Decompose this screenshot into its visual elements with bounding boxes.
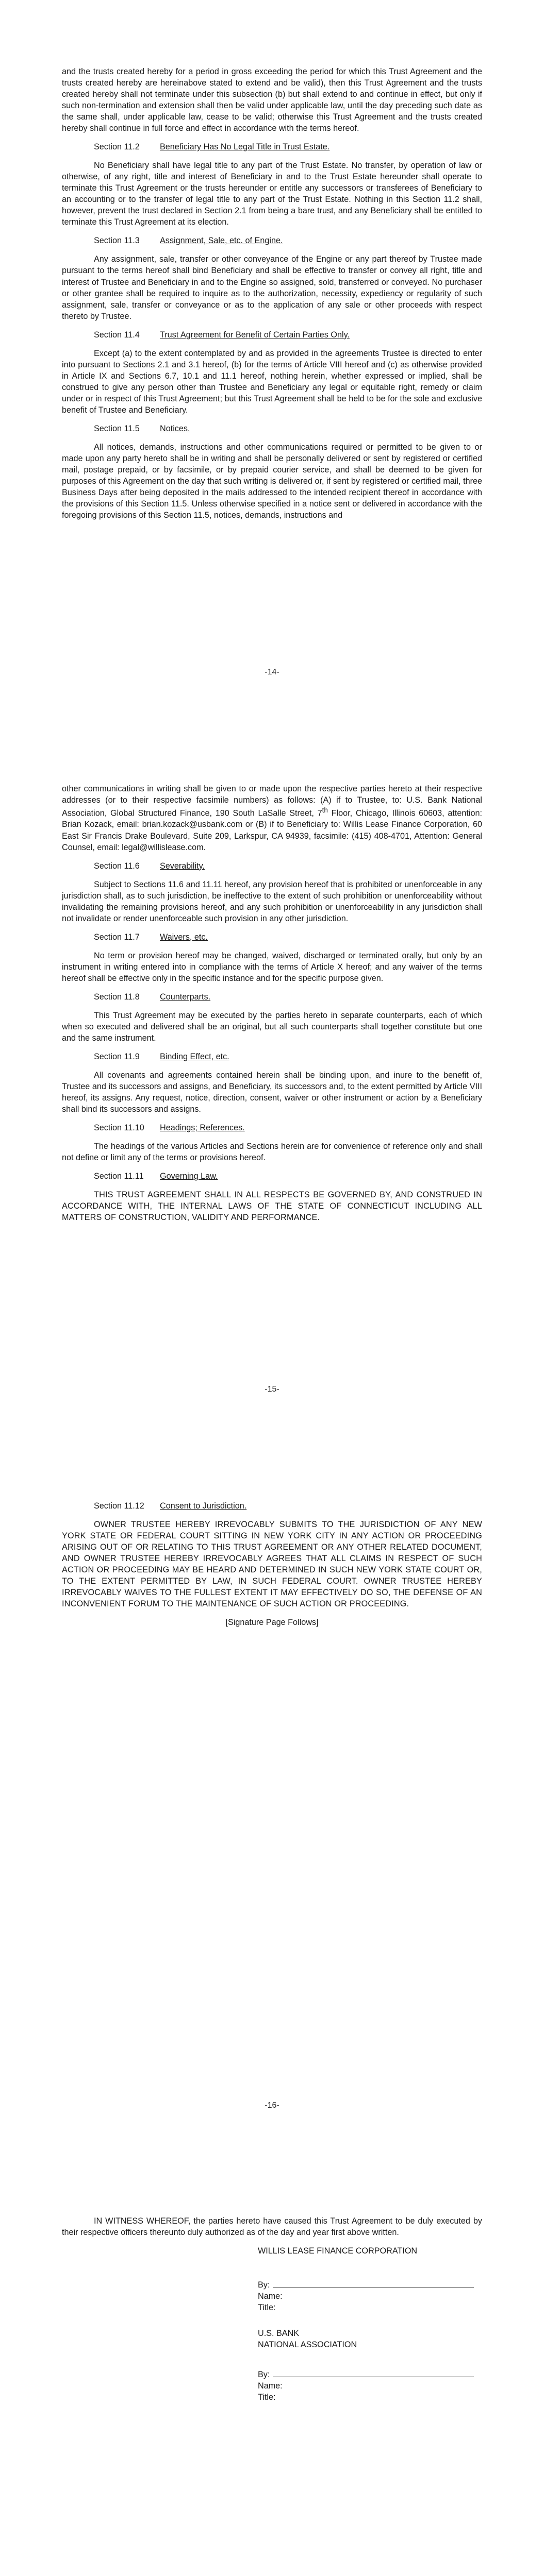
title-label: Title: [258, 2303, 276, 2313]
section-number: Section 11.5 [94, 423, 140, 433]
section-body-11-5: All notices, demands, instructions and other communications required or permitted to be given to or made upon any party hereto shall be in writing and shall be personally delivered or sent by registered or certified mail, postage prepaid, or by facsimile, or by prepaid courier service, and shall be deemed to be given for purposes of this Agreement on the day that such writing is delivered or, if sent by registered or certified mail, three Business Days after being deposited in the mails addressed to the intended recipient thereof in accordance with the provisions of this Section 11.5. Unless otherwise specified in a notice sent or delivered in accordance with the foregoing provisions of this Section 11.5, notices, demands, instructions and [62, 442, 482, 520]
section-body-11-10: The headings of the various Articles and Sections herein are for convenience of reference only and shall not define or limit any of the terms or provisions hereof. [62, 1142, 482, 1163]
section-title: Consent to Jurisdiction. [160, 1501, 247, 1511]
signature-block-usbank [258, 2328, 482, 2403]
name-label: Name: [258, 2292, 283, 2301]
signature-line[interactable] [273, 2280, 474, 2287]
section-title: Governing Law. [160, 1172, 218, 1181]
section-number: Section 11.3 [94, 236, 140, 246]
name-label: Name: [258, 2381, 283, 2391]
by-line [258, 2279, 482, 2291]
carryover-paragraph: and the trusts created hereby for a period in gross exceeding the period for which this Trust Agreement and the trusts created hereby are hereinabove stated to extend and be valid), then this Trust Agreement and the trusts created hereby shall not terminate under this subsection (b) but shall extend to and continue in effect, but only if such non-termination and extension shall then be valid under applicable law, until the day preceding such date as the same shall, under applicable law, cease to be valid; otherwise this Trust Agreement and the trusts created hereby shall continue in full force and effect in accordance with the terms hereof. [62, 67, 482, 133]
section-number: Section 11.8 [94, 992, 140, 1002]
section-title: Trust Agreement for Benefit of Certain Parties Only. [160, 330, 350, 340]
page-17 [0, 2215, 544, 2403]
section-title: Binding Effect, etc. [160, 1052, 229, 1061]
section-number: Section 11.6 [94, 861, 140, 871]
section-body-11-8: This Trust Agreement may be executed by the parties hereto in separate counterparts, each of which when so executed and delivered shall be an original, but all such counterparts shall together constitute but one and the same instrument. [62, 1010, 482, 1043]
page-number: -16- [265, 2101, 279, 2110]
signature-block-willis [258, 2245, 482, 2313]
title-label: Title: [258, 2393, 276, 2402]
section-title: Waivers, etc. [160, 932, 208, 942]
section-number: Section 11.9 [94, 1052, 140, 1061]
section-body-11-9: All covenants and agreements contained herein shall be binding upon, and inure to the benefit of, Trustee and its successors and assigns, and Beneficiary, its successors and, to the extent permitted by Article VIII hereof, its assigns. Any request, notice, direction, consent, waiver or other instrument or action by a Beneficiary shall bind its successors and assigns. [62, 1071, 482, 1114]
section-title: Notices. [160, 423, 190, 433]
section-body-11-12: OWNER TRUSTEE HEREBY IRREVOCABLY SUBMITS TO THE JURISDICTION OF ANY NEW YORK STATE OR FEDERAL COURT SITTING IN NEW YORK CITY IN ANY ACTION OR PROCEEDING ARISING OUT OF OR RELATING TO THIS TRUST AGREEMENT OR ANY OTHER RELATED DOCUMENT, AND OWNER TRUSTEE HEREBY IRREVOCABLY AGREES THAT ALL CLAIMS IN RESPECT OF SUCH ACTION OR PROCEEDING MAY BE HEARD AND DETERMINED IN SUCH NEW YORK STATE COURT OR, TO THE EXTENT PERMITTED BY LAW, IN SUCH FEDERAL COURT. OWNER TRUSTEE HEREBY IRREVOCABLY WAIVES TO THE FULLEST EXTENT IT MAY EFFECTIVELY DO SO, THE DEFENSE OF AN INCONVENIENT FORUM TO THE MAINTENANCE OF SUCH ACTION OR PROCEEDING. [62, 1520, 482, 1609]
by-label: By: [258, 2370, 270, 2380]
section-heading-11-4 [94, 329, 482, 341]
page-number: -15- [265, 1385, 279, 1394]
section-body-11-2: No Beneficiary shall have legal title to any part of the Trust Estate. No transfer, by operation of law or otherwise, of any right, title and interest of Beneficiary in and to the Trust Estate hereunder shall operate to terminate this Trust Agreement or the trusts hereunder or entitle any successors or transferees of Beneficiary to an accounting or to the transfer of legal title to any part of the Trust Estate. Nothing in this Section 11.2 shall, however, prevent the trust declared in Section 2.1 from being a bare trust, and any Beneficiary shall be entitled to terminate this Trust Agreement at its election. [62, 161, 482, 227]
party-name-line-1: U.S. BANK [258, 2329, 300, 2338]
section-title: Counterparts. [160, 992, 211, 1002]
section-heading-11-6 [94, 860, 482, 872]
section-number: Section 11.4 [94, 330, 140, 340]
page-number: -14- [265, 668, 279, 676]
section-heading-11-10 [94, 1122, 482, 1133]
section-title: Severability. [160, 861, 205, 871]
signature-line[interactable] [273, 2369, 474, 2377]
section-number: Section 11.12 [94, 1501, 144, 1511]
section-heading-11-8 [94, 991, 482, 1003]
section-heading-11-5 [94, 423, 482, 434]
section-heading-11-9 [94, 1051, 482, 1062]
section-title: Assignment, Sale, etc. of Engine. [160, 236, 283, 246]
party-name-line-2: NATIONAL ASSOCIATION [258, 2340, 357, 2350]
section-heading-11-2 [94, 141, 482, 152]
witness-paragraph: IN WITNESS WHEREOF, the parties hereto have caused this Trust Agreement to be duly executed by their respective officers thereunto duly authorized as of the day and year first above written. [62, 2216, 482, 2238]
section-number: Section 11.10 [94, 1123, 144, 1133]
section-heading-11-7 [94, 931, 482, 943]
section-body-11-4: Except (a) to the extent contemplated by and as provided in the agreements Trustee is directed to enter into pursuant to Sections 2.1 and 3.1 hereof, (b) for the terms of Article VIII hereof and (c) as otherwise provided in Article IX and Sections 6.7, 10.1 and 11.1 hereof, nothing herein, whether expressed or implied, shall be construed to give any person other than Trustee and Beneficiary any legal or equitable right, remedy or claim under or in respect of this Trust Agreement; but this Trust Agreement shall be held to be for the sole and exclusive benefit of Trustee and Beneficiary. [62, 348, 482, 415]
ordinal-suffix: th [322, 806, 328, 815]
carryover-text: Floor, Chicago, Illinois 60603, attention: Brian Kozack, email: brian.kozack@usbank.com or (B) if to Beneficiary to: Willis Lease Finance Corporation, 60 East Sir Francis Drake Boulevard, Suite 209, Larkspur, CA 94939, facsimile: (415) 408-4701, Attention: General Counsel, email: legal@willislease.com. [62, 808, 482, 852]
section-number: Section 11.11 [94, 1172, 144, 1181]
by-line [258, 2369, 482, 2380]
section-body-11-3: Any assignment, sale, transfer or other conveyance of the Engine or any part thereof by Trustee made pursuant to the terms hereof shall bind Beneficiary and shall be effective to transfer or convey all right, title and interest of Trustee and Beneficiary in and to the Engine so assigned, sold, transferred or conveyed. No purchaser or other grantee shall be required to inquire as to the authorization, necessity, expediency or regularity of such assignment, sale, transfer or conveyance or as to the application of any sale or other proceeds with respect thereto by Trustee. [62, 255, 482, 321]
carryover-text: other communications in writing shall be given to or made upon the respective parties hereto at their respective addresses (or to their respective facsimile numbers) as follows: (A) if to Trustee, to: U.S. Bank National Association, Global Structured Finance, 190 South LaSalle Street, 7 [62, 784, 482, 818]
signature-page-follows: [Signature Page Follows] [225, 1618, 319, 1628]
section-heading-11-12 [94, 1500, 482, 1512]
by-label: By: [258, 2280, 270, 2290]
section-number: Section 11.2 [94, 142, 140, 152]
section-body-11-7: No term or provision hereof may be changed, waived, discharged or terminated orally, but only by an instrument in writing entered into in compliance with the terms of Article X hereof; and any waiver of the terms hereof shall be effective only in the specific instance and for the specific purpose given. [62, 951, 482, 983]
carryover-paragraph [62, 783, 482, 853]
page-16 [0, 1500, 544, 1628]
page-14 [0, 66, 544, 528]
section-heading-11-3 [94, 235, 482, 246]
section-title: Beneficiary Has No Legal Title in Trust Estate. [160, 142, 330, 152]
section-title: Headings; References. [160, 1123, 245, 1133]
section-body-11-6: Subject to Sections 11.6 and 11.11 hereof, any provision hereof that is prohibited or unenforceable in any jurisdiction shall, as to such jurisdiction, be ineffective to the extent of such prohibition or unenforceability without invalidating the remaining provisions hereof, and any such prohibition or unenforceability in any jurisdiction shall not invalidate or render unenforceable such provision in any other jurisdiction. [62, 879, 482, 923]
section-heading-11-11 [94, 1171, 482, 1182]
page-15 [0, 783, 544, 1230]
section-body-11-11: THIS TRUST AGREEMENT SHALL IN ALL RESPECTS BE GOVERNED BY, AND CONSTRUED IN ACCORDANCE WITH, THE INTERNAL LAWS OF THE STATE OF CONNECTICUT INCLUDING ALL MATTERS OF CONSTRUCTION, VALIDITY AND PERFORMANCE. [62, 1190, 482, 1223]
party-name: WILLIS LEASE FINANCE CORPORATION [258, 2246, 418, 2256]
section-number: Section 11.7 [94, 932, 140, 942]
